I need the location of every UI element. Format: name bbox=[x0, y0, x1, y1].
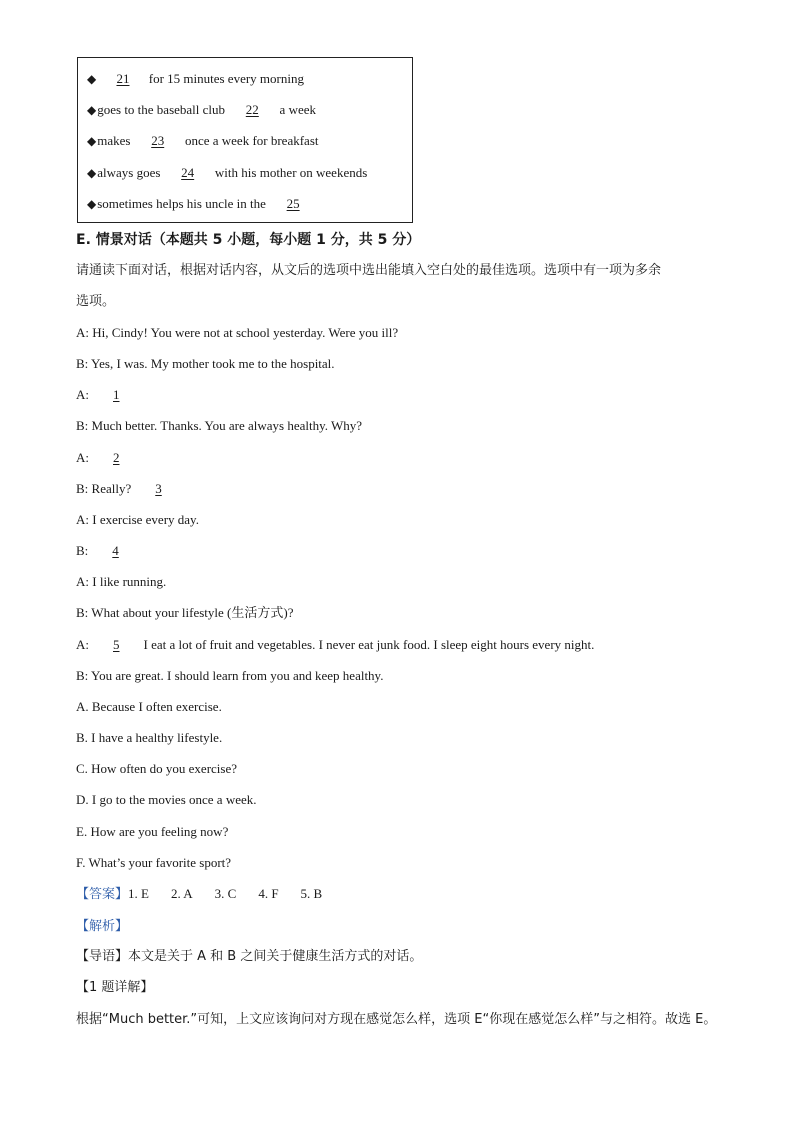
box-row-21: ◆ 21 for 15 minutes every morning bbox=[78, 69, 412, 100]
instruction-line-2: 选项。 bbox=[76, 294, 116, 309]
dialogue-line: B: 4 bbox=[76, 542, 140, 560]
box-row-25: ◆sometimes helps his uncle in the 25 bbox=[78, 194, 412, 225]
dialogue-line: A: 5 I eat a lot of fruit and vegetables. I never eat junk food. I sleep eight hours every night. bbox=[76, 637, 595, 652]
dialogue-line: B: Much better. Thanks. You are always healthy. Why? bbox=[76, 418, 363, 433]
blank-22: 22 bbox=[245, 102, 259, 118]
option-f: F. What’s your favorite sport? bbox=[76, 855, 232, 870]
option-a: A. Because I often exercise. bbox=[76, 699, 222, 714]
box-row-22: ◆goes to the baseball club 22 a week bbox=[78, 100, 412, 131]
blank-24: 24 bbox=[181, 164, 195, 180]
instruction-line-1: 请通读下面对话，根据对话内容，从文后的选项中选出能填入空白处的最佳选项。选项中有一项为多余 bbox=[76, 263, 662, 278]
box-row-24: ◆always goes 24 with his mother on weekends bbox=[78, 163, 412, 194]
dialogue-line: B: Really? 3 bbox=[76, 480, 183, 498]
blank-3: 3 bbox=[155, 481, 162, 496]
dialogue-line: B: Yes, I was. My mother took me to the hospital. bbox=[76, 356, 335, 371]
blank-5: 5 bbox=[113, 637, 120, 652]
blank-1: 1 bbox=[113, 387, 120, 402]
blank-2: 2 bbox=[113, 450, 120, 465]
dialogue-line: A: 2 bbox=[76, 449, 140, 467]
section-title: E. 情景对话（本题共 5 小题，每小题 1 分，共 5 分） bbox=[76, 232, 421, 248]
guide-line: 【导语】本文是关于 A 和 B 之间关于健康生活方式的对话。 bbox=[76, 949, 423, 964]
blank-25: 25 bbox=[286, 195, 300, 211]
dialogue-line: A: 1 bbox=[76, 386, 140, 404]
answer-line: 【答案】1. E 2. A 3. C 4. F 5. B bbox=[76, 886, 323, 902]
diamond-bullet-icon: ◆ bbox=[87, 103, 97, 118]
dialogue-line: A: I like running. bbox=[76, 574, 167, 589]
blank-23: 23 bbox=[151, 133, 165, 149]
answer-label: 【答案】 bbox=[76, 887, 129, 902]
blank-4: 4 bbox=[112, 543, 119, 558]
dialogue-line: A: I exercise every day. bbox=[76, 512, 199, 527]
info-box bbox=[77, 57, 413, 223]
option-b: B. I have a healthy lifestyle. bbox=[76, 730, 223, 745]
detail-label: 【1 题详解】 bbox=[76, 980, 154, 995]
dialogue-line: B: What about your lifestyle (生活方式)? bbox=[76, 605, 294, 620]
diamond-bullet-icon: ◆ bbox=[87, 134, 97, 149]
dialogue-line: B: You are great. I should learn from you and keep healthy. bbox=[76, 668, 384, 683]
option-d: D. I go to the movies once a week. bbox=[76, 792, 257, 807]
analysis-label: 【解析】 bbox=[76, 919, 129, 934]
diamond-bullet-icon: ◆ bbox=[87, 165, 97, 180]
detail-text: 根据“Much better.”可知，上文应该询问对方现在感觉怎么样，选项 E“你现在感觉怎么样”与之相符。故选 E。 bbox=[76, 1012, 717, 1027]
option-c: C. How often do you exercise? bbox=[76, 761, 238, 776]
blank-21: 21 bbox=[116, 71, 130, 86]
diamond-bullet-icon: ◆ bbox=[87, 196, 97, 211]
box-row-23: ◆makes 23 once a week for breakfast bbox=[78, 131, 412, 162]
option-e: E. How are you feeling now? bbox=[76, 824, 229, 839]
dialogue-line: A: Hi, Cindy! You were not at school yesterday. Were you ill? bbox=[76, 325, 399, 340]
diamond-bullet-icon: ◆ bbox=[87, 72, 97, 86]
